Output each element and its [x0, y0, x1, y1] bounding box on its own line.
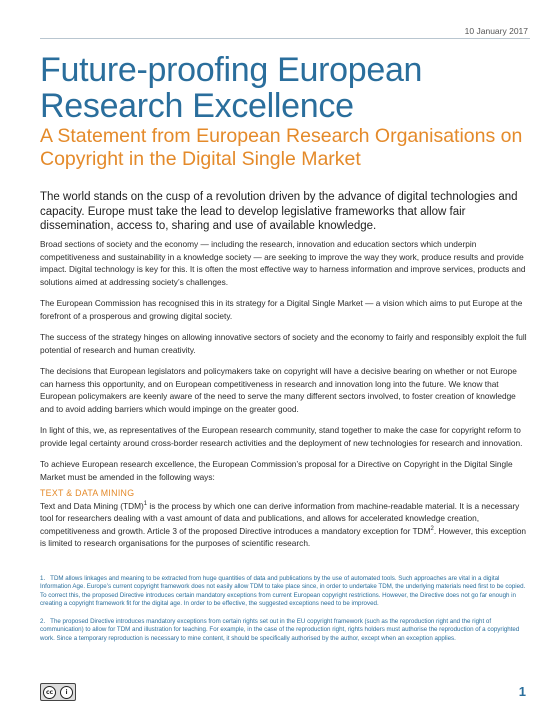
footnote-text: TDM allows linkages and meaning to be extracted from huge quantities of data and publications by the use of automated tools. Such approaches are vital in a digital Information Age. Europe’s current copyright framework does not easily allow TDM to take place since, in order to undertake TDM, the underlying materials need first to be copied. To correct this, the proposed Directive introduces certain mandatory exceptions from current European copyright restrictions. However, the Directive does not go far enough in creating a copyright framework fit for the digital age. In order to be effective, the suggested exceptions need to be improved.: [40, 575, 526, 607]
paragraph: The European Commission has recognised this in its strategy for a Digital Single Market — a vision which aims to put Europe at the forefront of a prosperous and growing digital society.: [40, 298, 523, 321]
paragraph: The success of the strategy hinges on allowing innovative sectors of society and the economy to fairly and responsibly exploit the full potential of research and human creativity.: [40, 332, 527, 355]
section-paragraph-tdm: [40, 500, 530, 550]
footnote-ref-1[interactable]: 1: [143, 500, 148, 507]
footnote-1: [40, 575, 530, 608]
lead-paragraph: The world stands on the cusp of a revolution driven by the advance of digital technologies and capacity. Europe must take the lead to develop legislative frameworks that allow fair dissemination, access to, sharing and use of available knowledge.: [40, 191, 518, 232]
footnote-number: 1.: [40, 575, 46, 582]
paragraph: In light of this, we, as representatives of the European research community, stand together to make the case for copyright reform to provide legal certainty around cross-border research activities and the deployment of new technologies for research and innovation.: [40, 425, 523, 448]
body-text: [40, 238, 530, 559]
section-text-part: Text and Data Mining (TDM): [40, 500, 144, 511]
by-icon: i: [60, 686, 73, 699]
document-subtitle: A Statement from European Research Organisations on Copyright in the Digital Single Market: [40, 125, 523, 170]
section-text-part: is the process by which one can derive information from machine-readable material. It is a necessary tool for researchers dealing with a vast amount of data and publications, and allows for accelerated knowledge creation, competitiveness and growth. Article 3 of the proposed Directive introduces a mandatory exception for TDM: [40, 500, 520, 536]
footnote-2: [40, 618, 530, 643]
footnote-number: 2.: [40, 618, 46, 626]
footnote-text: The proposed Directive introduces mandatory exceptions from certain rights set out in the EU copyright framework (such as the reproduction right and the right of communication) to allow for TDM and illustration for teaching. For example, in the case of the reproduction right, rights holders must authorise the reproduction of a copyrighted work. Since a temporary reproduction is necessary to mine content, it should be specifically authorised by the author, except when an exception applies.: [40, 618, 520, 642]
section-heading-tdm: TEXT & DATA MINING: [40, 488, 135, 498]
paragraph: Broad sections of society and the economy — including the research, innovation and education sectors which underpin competitiveness and sustainability in a knowledge society — are seeking to improve the way they work, produce results and provide impact. Digital technology is key for this. It is often the most effective way to harness information and improve services, products and solutions aimed at addressing society’s challenges.: [40, 239, 526, 287]
footnote-ref-2[interactable]: 2: [430, 525, 434, 532]
paragraph: To achieve European research excellence, the European Commission’s proposal for a Directive on Copyright in the Digital Single Market must be amended in the following ways:: [40, 459, 513, 482]
footnotes: [40, 575, 530, 653]
section-text-part: . However, this exception is limited to research organisations for the purposes of scientific research.: [40, 525, 527, 548]
header-rule: [40, 38, 530, 39]
document-date: 10 January 2017: [464, 26, 528, 36]
cc-by-icon[interactable]: [40, 683, 76, 701]
page-number: 1: [518, 684, 526, 699]
cc-icon: cc: [43, 686, 56, 699]
document-title: Future-proofing European Research Excellence: [40, 51, 423, 125]
paragraph: The decisions that European legislators and policymakers take on copyright will have a decisive bearing on whether or not Europe can harness this opportunity, and on European competitiveness in research and innovation long into the future. We know that European policymakers are keenly aware of the need to serve the many different sectors involved, to foster creation of knowledge and to avoid adding barriers which would impinge on the greater good.: [40, 366, 517, 414]
